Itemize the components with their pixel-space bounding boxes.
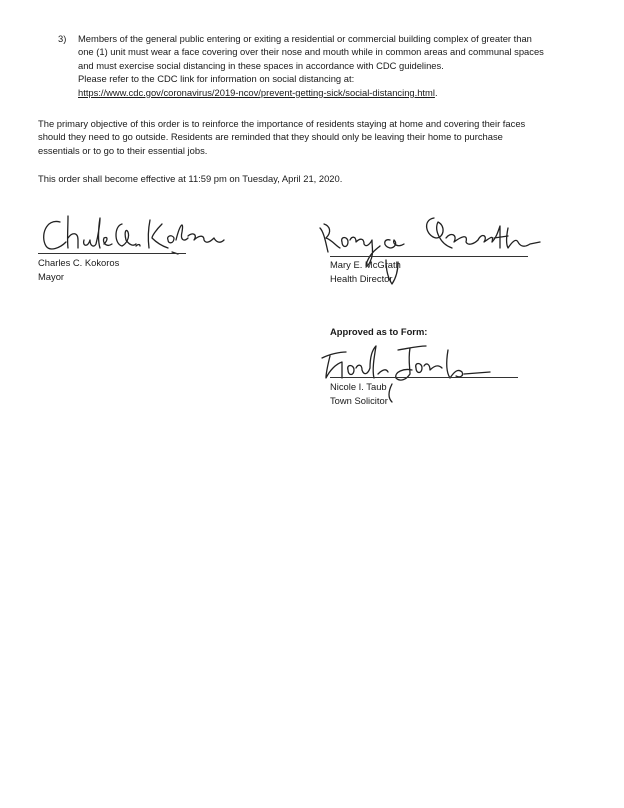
signature-line [330,256,528,257]
link-line [78,86,603,99]
text-line: essentials or to go to their essential jobs. [38,144,208,156]
mayor-title: Mayor [38,271,65,282]
text-line: and must exercise social distancing in these spaces in accordance with CDC guidelines. [78,59,444,71]
text-line: Members of the general public entering or exiting a residential or commercial building complex of greater than [78,33,532,44]
text-line: The primary objective of this order is to reinforce the importance of residents staying at home and covering their faces [38,118,526,129]
list-item-number: 3) [58,33,67,44]
mayor-name: Charles C. Kokoros [38,257,120,268]
approved-label: Approved as to Form: [330,326,428,337]
objective-paragraph [38,117,598,157]
mayor-signature [38,210,233,255]
text-line: one (1) unit must wear a face covering over their nose and mouth while in common areas and communal spaces [78,46,544,58]
health-director-title: Health Director [330,273,393,284]
text-line: Please refer to the CDC link for information on social distancing at: [78,73,355,85]
list-item-3 [58,32,603,99]
signature-line [330,377,518,378]
cdc-link[interactable]: https://www.cdc.gov/coronavirus/2019-ncov/prevent-getting-sick/social-distancing.html [78,86,435,98]
health-director-name: Mary E. McGrath [330,259,401,270]
list-item-body [78,32,603,99]
signature-line [38,253,186,254]
text-line: should they need to go outside. Residents are reminded that they should only be leaving their home to purchase [38,131,503,143]
effective-date-text: This order shall become effective at 11:59 pm on Tuesday, April 21, 2020. [38,173,343,184]
solicitor-name: Nicole I. Taub [330,381,387,392]
link-suffix: . [434,86,438,98]
solicitor-title: Town Solicitor [330,395,388,406]
